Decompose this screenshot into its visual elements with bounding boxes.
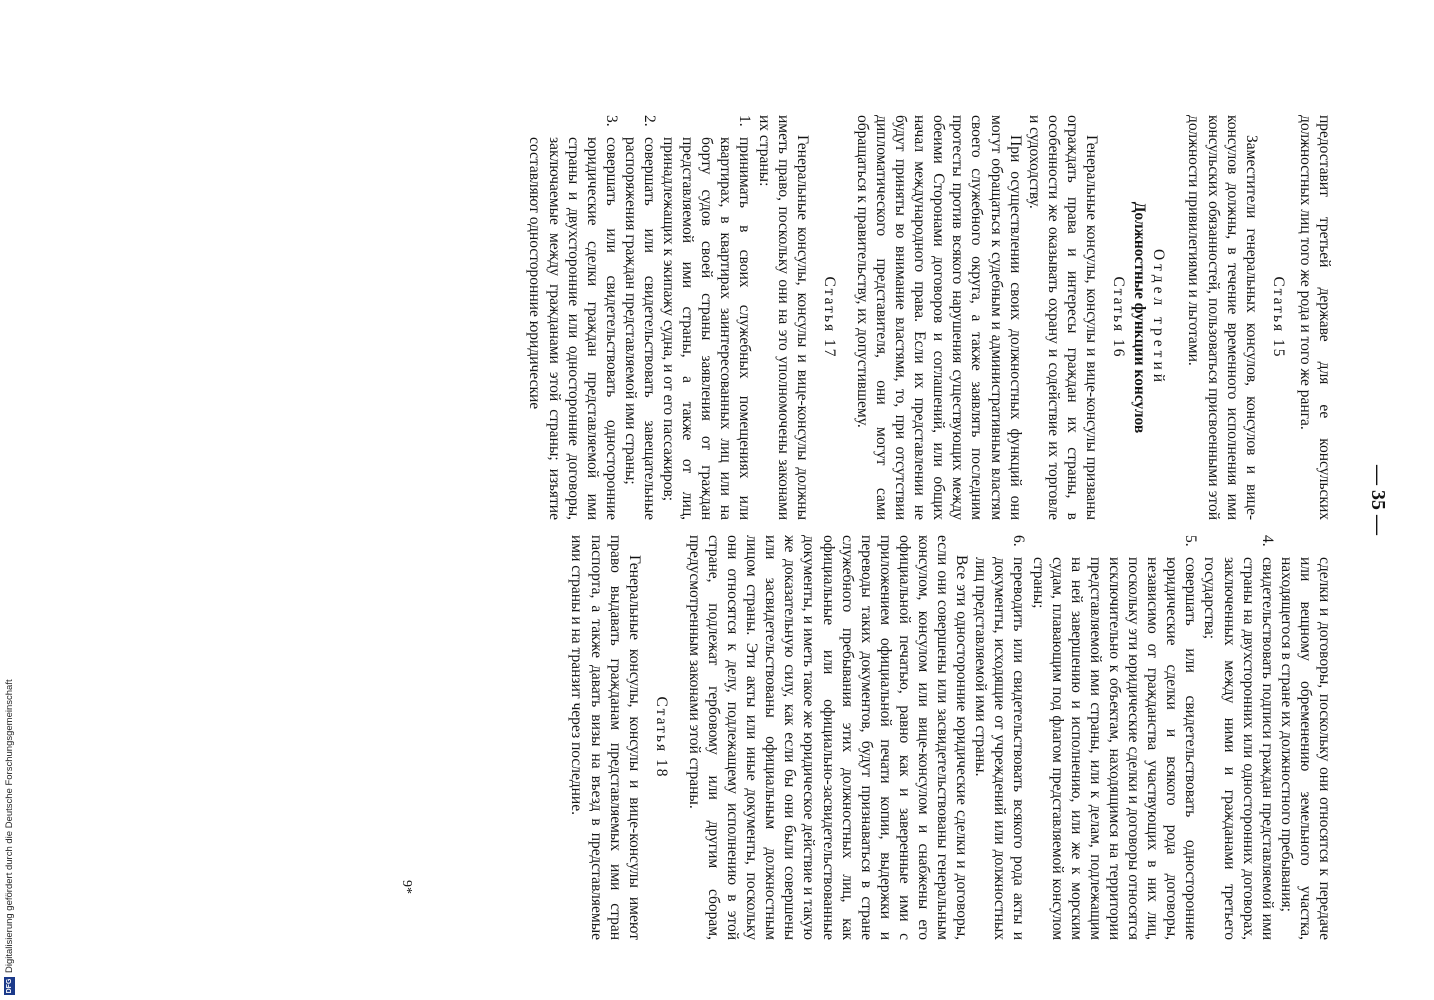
- article-16-paragraph-1: Генеральные консулы, консулы и вице-консулы призваны ограждать права и интересы граждан их страны, в особенности же оказывать охрану и содействие их торговле и судоходству.: [1025, 115, 1101, 520]
- right-column: [567, 535, 1334, 940]
- article-16-title: Статья 16: [1110, 276, 1128, 359]
- item-text: принимать в своих служебных помещениях или квартирах, в квартирах заинтересованных лиц или на борту судов своей страны заявления от граждан представляемой ими страны, а также от лиц, принадлежащих к экипажу судна, и от его пассажиров;: [660, 137, 754, 520]
- item-number: 6.: [1010, 535, 1028, 547]
- item-text: совершать или свидетельствовать односторонние юридические сделки и всякого рода договоры, независимо от гражданства участвующих в них лиц, поскольку эти юридические сделки и договоры относятся исключительно к объектам, находящимся на территории представляемой ими страны, или к делам, подлежащим на ней завершению и исполнению, или же к морским судам, плавающим под флагом представляемой консулом страны;: [1029, 557, 1200, 940]
- digitization-footer: [4, 679, 15, 995]
- item-text: свидетельствовать подписи граждан представляемой ими страны на двухсторонних или односторонних договорах, заключенных между ними и гражданами третьего государства;: [1201, 557, 1276, 940]
- item-text: переводить или свидетельствовать всякого рода акты и документы, исходящие от учреждений или должностных лиц представляемой ими страны.: [972, 557, 1028, 940]
- page-number: — 35 —: [1367, 465, 1389, 535]
- article-17-item-5: [1029, 535, 1201, 940]
- article-17-item-4: [1200, 535, 1276, 940]
- article-17-item-3: [525, 115, 620, 520]
- article-17-intro: Генеральные консулы, консулы и вице-консулы должны иметь право, поскольку они на это уполномочены законами их страны:: [755, 115, 811, 520]
- article-15-title: Статья 15: [1269, 276, 1287, 359]
- intro-text: предоставит третьей державе для ее консульских должностных лиц того же рода и того же ранга.: [1296, 115, 1333, 520]
- signature-mark: 9*: [399, 880, 414, 894]
- article-18-text: Генеральные консулы, консулы и вице-консулы имеют право выдавать гражданам представляемых ими стран паспорта, а также давать визы на въезд в представляемые ими страны и на транзит через последние.: [568, 535, 643, 940]
- item-text: сделки и договоры, поскольку они относятся к передаче или вещному обременению земельного участка, находящегося в стране их должностного пребывания;: [1277, 557, 1333, 940]
- item-number: 1.: [736, 115, 754, 127]
- dfg-logo-icon: DFG: [6, 978, 13, 994]
- item-number: 2.: [641, 115, 658, 127]
- article-17-item-6: [971, 535, 1028, 940]
- section-subtitle: Должностные функции консулов: [1131, 201, 1149, 434]
- item-text: совершать или свидетельствовать завещательные распоряжения граждан представляемой ими страны;: [621, 137, 658, 520]
- article-17-title: Статья 17: [820, 276, 838, 359]
- section-title: Отдел третий: [1150, 248, 1168, 387]
- article-17-item-2: [621, 115, 659, 520]
- article-15-text: Заместители генеральных консулов, консулов и вице-консулов должны, в течение временного исполнения ими консульских обязанностей, пользоваться присвоенными этой должности привилегиями и льготами.: [1185, 115, 1260, 520]
- item-text: совершать или свидетельствовать односторонние юридические сделки граждан представляемой ими страны и двухсторонние или односторонние договоры, заключаемые между гражданами этой страны; изъятие составляют односторонние юридические: [526, 137, 620, 520]
- article-17-item-3-continued: [1277, 535, 1334, 940]
- article-17-item-1: [659, 115, 754, 520]
- article-17-closing-paragraph: Все эти односторонние юридические сделки и договоры, если они совершены или засвидетельствованы генеральным консулом, консулом или вице-консулом и снабжены его официальной печатью, равно как и заверенные ими с приложением официальной печати копии, выдержки и переводы таких документов, будут признаваться в стране служебного пребывания этих должностных лиц, как официальные или официально-засвидетельствованные документы, и иметь такое же юридическое действие и такую же доказательную силу, как если бы они были совершены или засвидетельствованы официальным должностным лицом страны. Эти акты или иные документы, поскольку они относятся к делу, подлежащему исполнению в этой стране, подлежат гербовому или другим сборам, предусмотренным законами этой страны.: [685, 535, 971, 940]
- item-number: 4.: [1258, 535, 1276, 547]
- article-16-paragraph-2: При осуществлении своих должностных функций они могут обращаться к судебным и административным властям своего служебного округа, а также заявлять последним протесты против всякого нарушения существующих между обеими Сторонами договоров и соглашений, или общих начал международного права. Если их представлении не будут приняты во внимание властями, то, при отсутствии дипломатического представителя, они могут сами обращаться к правительству, их допустившему.: [853, 115, 1024, 520]
- item-number: 3.: [602, 115, 620, 127]
- left-column: [525, 115, 1334, 520]
- footer-text: Digitalisierung gefördert durch die Deutsche Forschungsgemeinschaft: [4, 679, 15, 973]
- item-number: 5.: [1182, 535, 1200, 547]
- article-18-title: Статья 18: [652, 696, 670, 779]
